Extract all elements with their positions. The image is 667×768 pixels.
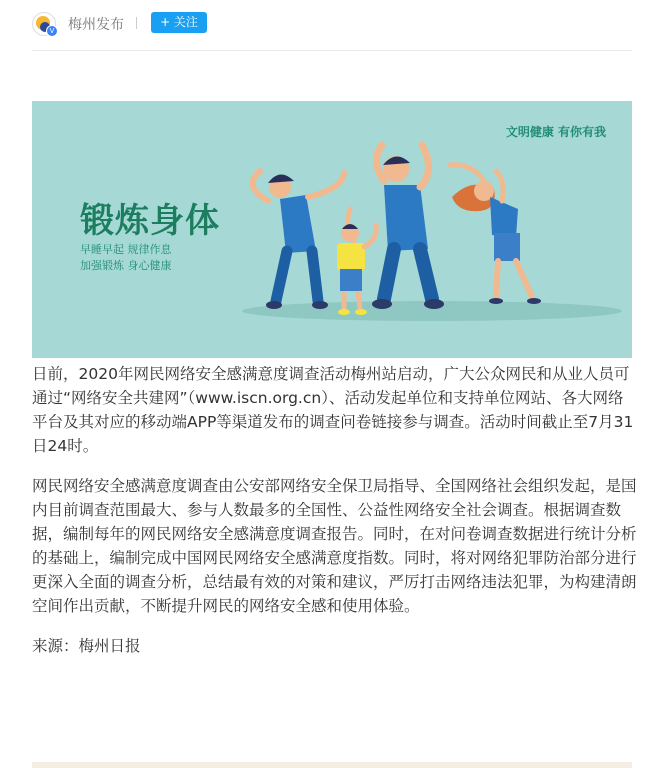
article-paragraph-1: 日前，2020年网民网络安全感满意度调查活动梅州站启动，广大公众网民和从业人员可通过“网络安全共建网”（www.iscn.org.cn）、活动发起单位和支持单位网站、各大网络平台及其对应的移动端APP等渠道发布的调查问卷链接参与调查。活动时间截止至7月31日24时。 [32,365,634,455]
article-body [32,362,638,674]
next-image-edge [32,762,632,768]
child-figure [337,209,376,315]
follow-button[interactable]: + 关注 [151,12,207,33]
article-source: 来源：梅州日报 [32,637,141,655]
article-paragraph-2: 网民网络安全感满意度调查由公安部网络安全保卫局指导、全国网络社会组织发起，是国内目前调查范围最大、参与人数最多的全国性、公益性网络安全社会调查。根据调查数据，编制每年的网民网络安全感满意度调查报告。同时，在对问卷调查数据进行统计分析的基础上，编制完成中国网民网络安全感满意度指数。同时，将对网络犯罪防治部分进行更深入全面的调查分析，总结最有效的对策和建议，严厉打击网络违法犯罪，为构建清朗空间作出贡献，不断提升网民的网络安全感和使用体验。 [32,477,637,615]
banner-slogan: 文明健康 有你有我 [505,125,606,139]
author-name[interactable]: 梅州发布 [68,17,124,33]
banner-image [32,101,632,358]
banner-subtitle-line2: 加强锻炼 身心健康 [80,259,172,272]
girl-figure [450,165,541,304]
father-figure [372,145,444,309]
verified-badge-icon: V [46,25,58,37]
article-header [32,10,632,51]
banner-title: 锻炼身体 [80,201,220,241]
mother-figure [253,171,344,309]
header-divider [136,17,137,29]
banner-subtitle-line1: 早睡早起 规律作息 [80,243,172,256]
